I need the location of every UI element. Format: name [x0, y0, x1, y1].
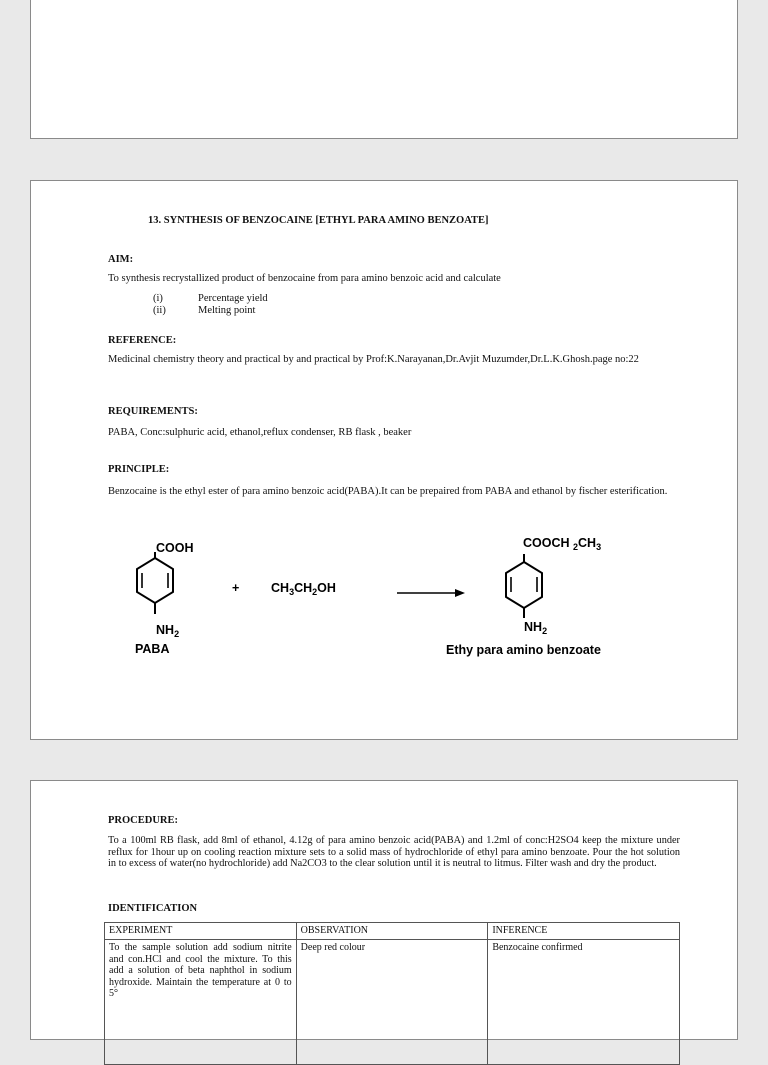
product-nh2-label: $NH_2$ [524, 620, 548, 636]
paba-nh2-label: $NH_2$ [156, 623, 180, 639]
experiment-cell: To the sample solution add sodium nitrite and con.HCl and cool the mixture. To this add a solution of beta naphthol in sodium hydroxide. Maintain the temperature at 0 to 5° [105, 940, 297, 1065]
benzene-ring [137, 552, 173, 614]
table-row [105, 940, 680, 1065]
experiment-title: 13. SYNTHESIS OF BENZOCAINE [ETHYL PARA AMINO BENZOATE] [148, 215, 489, 226]
principle-heading: PRINCIPLE: [108, 464, 170, 475]
product-ester-label: COOCH $_2CH_3$ [523, 536, 602, 552]
column-header-inference: INFERENCE [488, 923, 680, 940]
aim-text: To synthesis recrystallized product of benzocaine from para amino benzoic acid and calculate [108, 273, 501, 284]
ethanol-formula: $CH_3CH_2OH$ [271, 581, 336, 597]
principle-text: Benzocaine is the ethyl ester of para amino benzoic acid(PABA).It can be prepaired from PABA and ethanol by fischer esterification. [108, 486, 668, 497]
table-header-row [105, 923, 680, 940]
identification-heading: IDENTIFICATION [108, 903, 198, 914]
identification-table [104, 922, 680, 1065]
aim-item-text: Percentage yield [198, 293, 268, 304]
reaction-arrow [397, 589, 465, 597]
page-3 [30, 780, 738, 1040]
inference-cell: Benzocaine confirmed [488, 940, 680, 1065]
plus-sign: + [232, 581, 240, 595]
aim-item-num: (i) [153, 293, 163, 304]
column-header-experiment: EXPERIMENT [105, 923, 297, 940]
observation-cell: Deep red colour [296, 940, 488, 1065]
page-2 [30, 180, 738, 740]
reference-heading: REFERENCE: [108, 335, 177, 346]
aim-item-text: Melting point [198, 305, 256, 316]
reference-text: Medicinal chemistry theory and practical by and practical by Prof:K.Narayanan,Dr.Avjit Muzumder,Dr.L.K.Ghosh.page no:22 [108, 354, 639, 365]
aim-item-num: (ii) [153, 305, 166, 316]
benzene-ring [506, 554, 542, 618]
aim-heading: AIM: [108, 254, 134, 265]
procedure-text: To a 100ml RB flask, add 8ml of ethanol, 4.12g of para amino benzoic acid(PABA) and 1.2ml of conc:H2SO4 keep the mixture under reflux for 1hour up on cooling reaction mixture sets to a solid mass of hydrochloride of ethyl para amino benzoate. Pour the hot solution in to excess of water(no hydrochloride) add Na2CO3 to the clear solution until it is neutral to litmus. Filter wash and dry the product. [108, 835, 680, 870]
paba-name: PABA [135, 642, 170, 656]
product-name: Ethy para amino benzoate [446, 643, 601, 657]
requirements-text: PABA, Conc:sulphuric acid, ethanol,reflux condenser, RB flask , beaker [108, 427, 412, 438]
page-1 [30, 0, 738, 139]
requirements-heading: REQUIREMENTS: [108, 406, 198, 417]
procedure-heading: PROCEDURE: [108, 815, 178, 826]
paba-cooh-label: COOH [156, 541, 194, 555]
column-header-observation: OBSERVATION [296, 923, 488, 940]
